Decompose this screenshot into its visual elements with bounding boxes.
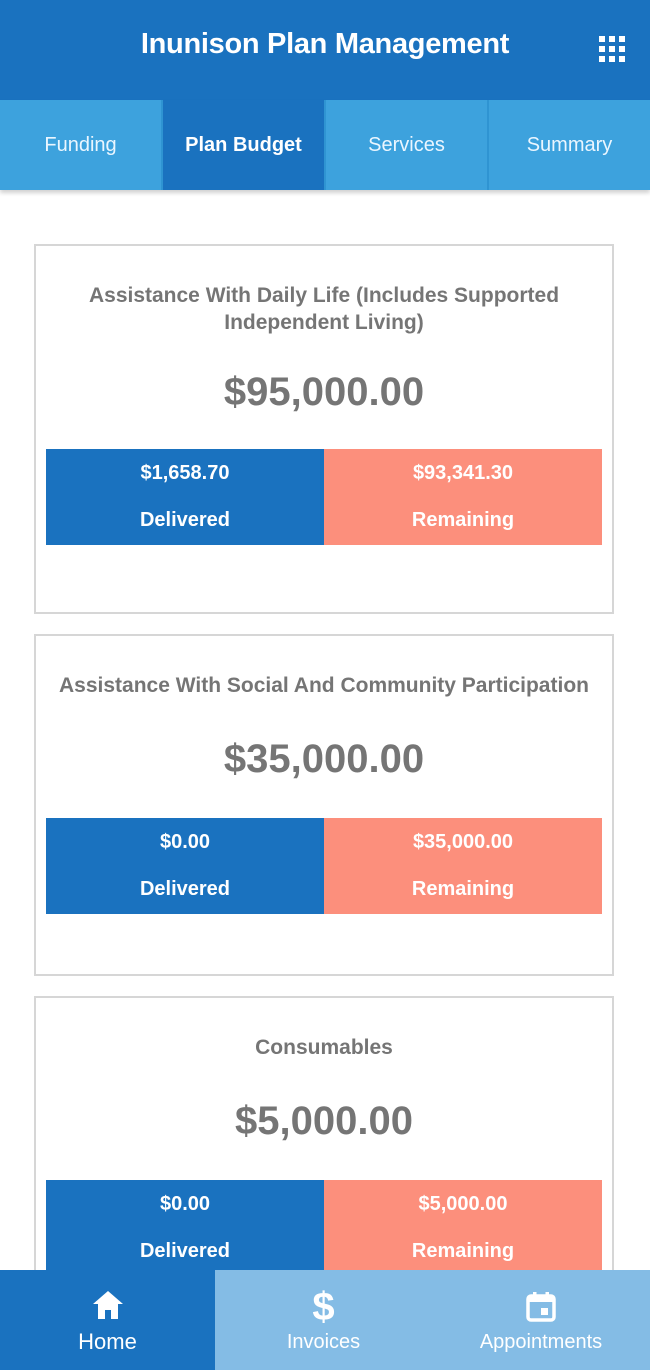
remaining-amount: $35,000.00 <box>412 831 514 853</box>
nav-invoices[interactable] <box>215 1270 432 1370</box>
nav-home[interactable] <box>0 1270 215 1370</box>
tab-bar <box>0 100 650 190</box>
app-title: Inunison Plan Management <box>140 28 510 60</box>
budget-category-title: Assistance With Social And Community Participation <box>59 674 589 697</box>
delivered-amount: $0.00 <box>159 831 211 853</box>
remaining-label: Remaining <box>411 509 515 531</box>
tab-summary[interactable]: Summary <box>526 133 613 156</box>
delivered-label: Delivered <box>139 509 231 531</box>
app-header <box>0 0 650 100</box>
remaining-block <box>324 1180 602 1276</box>
delivered-label: Delivered <box>139 878 231 900</box>
delivered-amount: $0.00 <box>159 1193 211 1215</box>
budget-progress <box>46 1180 602 1276</box>
nav-invoices-label: Invoices <box>286 1330 361 1353</box>
tab-services[interactable]: Services <box>326 100 489 190</box>
remaining-amount: $5,000.00 <box>418 1193 508 1215</box>
budget-total: $95,000.00 <box>223 370 425 414</box>
budget-progress <box>46 449 602 545</box>
budget-category-title: Consumables <box>255 1036 393 1059</box>
delivered-block <box>46 818 324 914</box>
remaining-block <box>324 818 602 914</box>
nav-appointments-label: Appointments <box>479 1330 603 1353</box>
nav-home-label: Home <box>78 1329 137 1354</box>
nav-appointments[interactable] <box>432 1270 650 1370</box>
delivered-block <box>46 449 324 545</box>
remaining-label: Remaining <box>411 1240 515 1262</box>
remaining-block <box>324 449 602 545</box>
bottom-navigation <box>0 1270 650 1370</box>
calendar-icon <box>525 1287 557 1327</box>
remaining-amount: $93,341.30 <box>412 462 514 484</box>
budget-category-title: Assistance With Daily Life (Includes Supported Independent Living) <box>88 284 560 334</box>
budget-card <box>34 634 614 976</box>
budget-progress <box>46 818 602 914</box>
grid-apps-icon[interactable] <box>599 36 625 62</box>
budget-total: $5,000.00 <box>235 1099 413 1143</box>
home-icon <box>91 1285 125 1325</box>
budget-list <box>34 244 614 1358</box>
delivered-label: Delivered <box>139 1240 231 1262</box>
budget-total: $35,000.00 <box>223 737 425 781</box>
tab-plan-budget[interactable]: Plan Budget <box>163 100 326 190</box>
delivered-amount: $1,658.70 <box>140 462 230 484</box>
delivered-block <box>46 1180 324 1276</box>
dollar-icon: $ <box>312 1284 335 1329</box>
remaining-label: Remaining <box>411 878 515 900</box>
tab-funding[interactable]: Funding <box>0 100 163 190</box>
budget-card <box>34 244 614 614</box>
